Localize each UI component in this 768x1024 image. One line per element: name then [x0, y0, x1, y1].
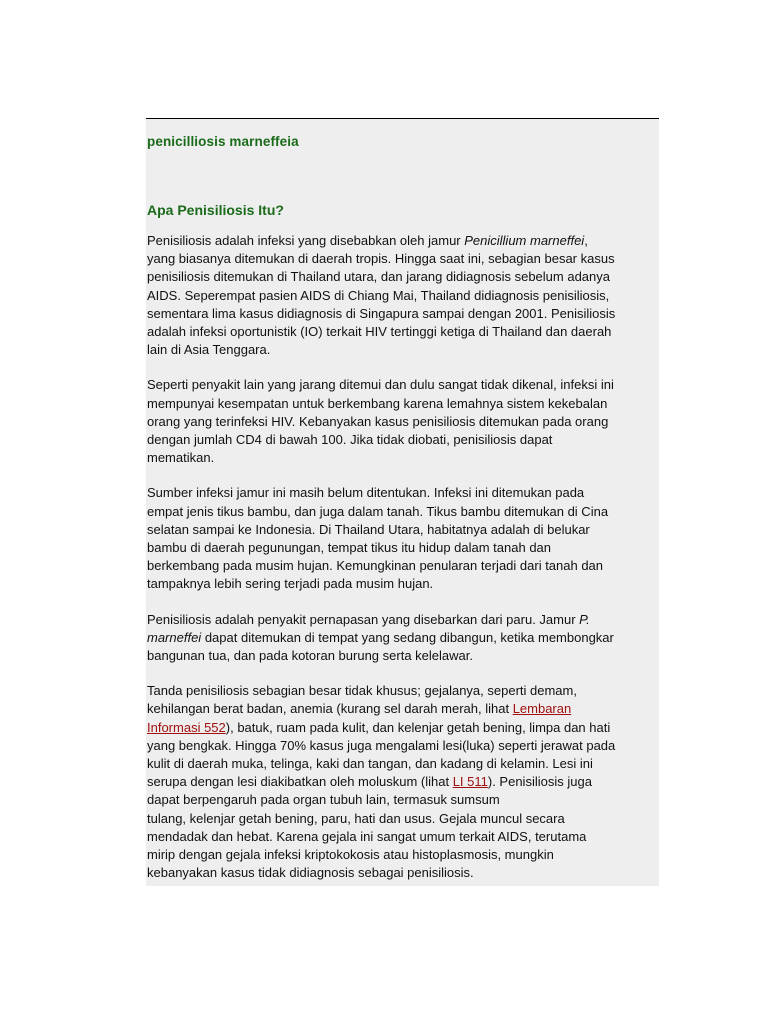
section-heading: Apa Penisiliosis Itu? [147, 202, 284, 218]
species-name: marneffei [147, 629, 202, 645]
text-line: berkembang pada musim hujan. Kemungkinan penularan terjadi dari tanah dan [147, 558, 604, 574]
link-li-511[interactable]: LI 511 [452, 774, 488, 790]
text-line [147, 611, 659, 629]
text-line: penisiliosis ditemukan di Thailand utara, dan jarang didiagnosis sebelum adanya [147, 269, 610, 285]
text-line: yang biasanya ditemukan di daerah tropis. Hingga saat ini, sebagian besar kasus [147, 251, 615, 267]
text-line: orang yang terinfeksi HIV. Kebanyakan kasus penisiliosis ditemukan pada orang [147, 413, 609, 429]
text-run: kehilangan berat badan, anemia (kurang sel darah merah, lihat [147, 701, 513, 717]
paragraph-source [147, 484, 659, 593]
text-line: tulang, kelenjar getah bening, paru, hati dan usus. Gejala muncul secara [147, 810, 565, 826]
text-line [147, 719, 659, 737]
text-run: ), batuk, ruam pada kulit, dan kelenjar getah bening, limpa dan hati [225, 719, 611, 735]
text-line: selatan sampai ke Indonesia. Di Thailand Utara, habitatnya adalah di belukar [147, 521, 590, 537]
text-line: bambu di daerah pegunungan, tempat tikus itu hidup dalam tanah dan [147, 540, 552, 556]
text-line: empat jenis tikus bambu, dan juga dalam tanah. Tikus bambu ditemukan di Cina [147, 503, 609, 519]
text-line [147, 773, 659, 791]
text-line [147, 629, 659, 647]
text-line: mematikan. [147, 450, 215, 466]
text-line: mirip dengan gejala infeksi kriptokokosis atau histoplasmosis, mungkin [147, 847, 554, 863]
paragraph-definition [147, 232, 659, 359]
text-line: dapat berpengaruh pada organ tubuh lain, termasuk sumsum [147, 792, 500, 808]
text-line: tampaknya lebih sering terjadi pada musim hujan. [147, 576, 434, 592]
text-run: serupa dengan lesi diakibatkan oleh moluskum (lihat [147, 774, 453, 790]
text-line: bangunan tua, dan pada kotoran burung serta kelelawar. [147, 648, 473, 664]
text-line: sementara lima kasus didiagnosis di Singapura sampai dengan 2001. Penisiliosis [147, 305, 616, 321]
text-line: AIDS. Seperempat pasien AIDS di Chiang Mai, Thailand didiagnosis penisiliosis, [147, 287, 610, 303]
link-info-552-cont[interactable]: Informasi 552 [147, 719, 226, 735]
text-line: lain di Asia Tenggara. [147, 342, 271, 358]
paragraph-transmission [147, 611, 659, 666]
text-line [147, 700, 659, 718]
text-run: ). Penisiliosis juga [487, 774, 592, 790]
text-line: kebanyakan kasus tidak didiagnosis sebagai penisiliosis. [147, 865, 474, 881]
species-name: P. [579, 611, 590, 627]
species-name: Penicillium marneffei [464, 233, 585, 248]
text-line: kulit di daerah muka, telinga, kaki dan tangan, dan kadang di kelamin. Lesi ini [147, 756, 593, 772]
text-line: yang bengkak. Hingga 70% kasus juga mengalami lesi(luka) seperti jerawat pada [147, 737, 616, 753]
paragraph-symptoms [147, 682, 659, 882]
text-line: Seperti penyakit lain yang jarang ditemui dan dulu sangat tidak dikenal, infeksi ini [147, 377, 614, 393]
article-body [146, 119, 659, 886]
text-line: adalah infeksi oportunistik (IO) terkait HIV tertinggi ketiga di Thailand dan daerah [147, 324, 612, 340]
text-line: mempunyai kesempatan untuk berkembang karena lemahnya sistem kekebalan [147, 395, 608, 411]
text-run: Penisiliosis adalah penyakit pernapasan yang disebarkan dari paru. Jamur [147, 611, 580, 627]
paragraph-opportunity [147, 376, 659, 467]
link-info-552[interactable]: Lembaran [512, 701, 572, 717]
text-run: Penisiliosis adalah infeksi yang disebabkan oleh jamur [147, 233, 465, 248]
text-line: mendadak dan hebat. Karena gejala ini sangat umum terkait AIDS, terutama [147, 828, 587, 844]
text-run: dapat ditemukan di tempat yang sedang dibangun, ketika membongkar [201, 629, 614, 645]
text-line [147, 232, 659, 250]
document-title: penicilliosis marneffeia [147, 134, 299, 149]
text-run: , [584, 233, 588, 248]
text-line: dengan jumlah CD4 di bawah 100. Jika tidak diobati, penisiliosis dapat [147, 432, 553, 448]
text-line: Tanda penisiliosis sebagian besar tidak khusus; gejalanya, seperti demam, [147, 683, 577, 699]
text-line: Sumber infeksi jamur ini masih belum ditentukan. Infeksi ini ditemukan pada [147, 485, 585, 501]
